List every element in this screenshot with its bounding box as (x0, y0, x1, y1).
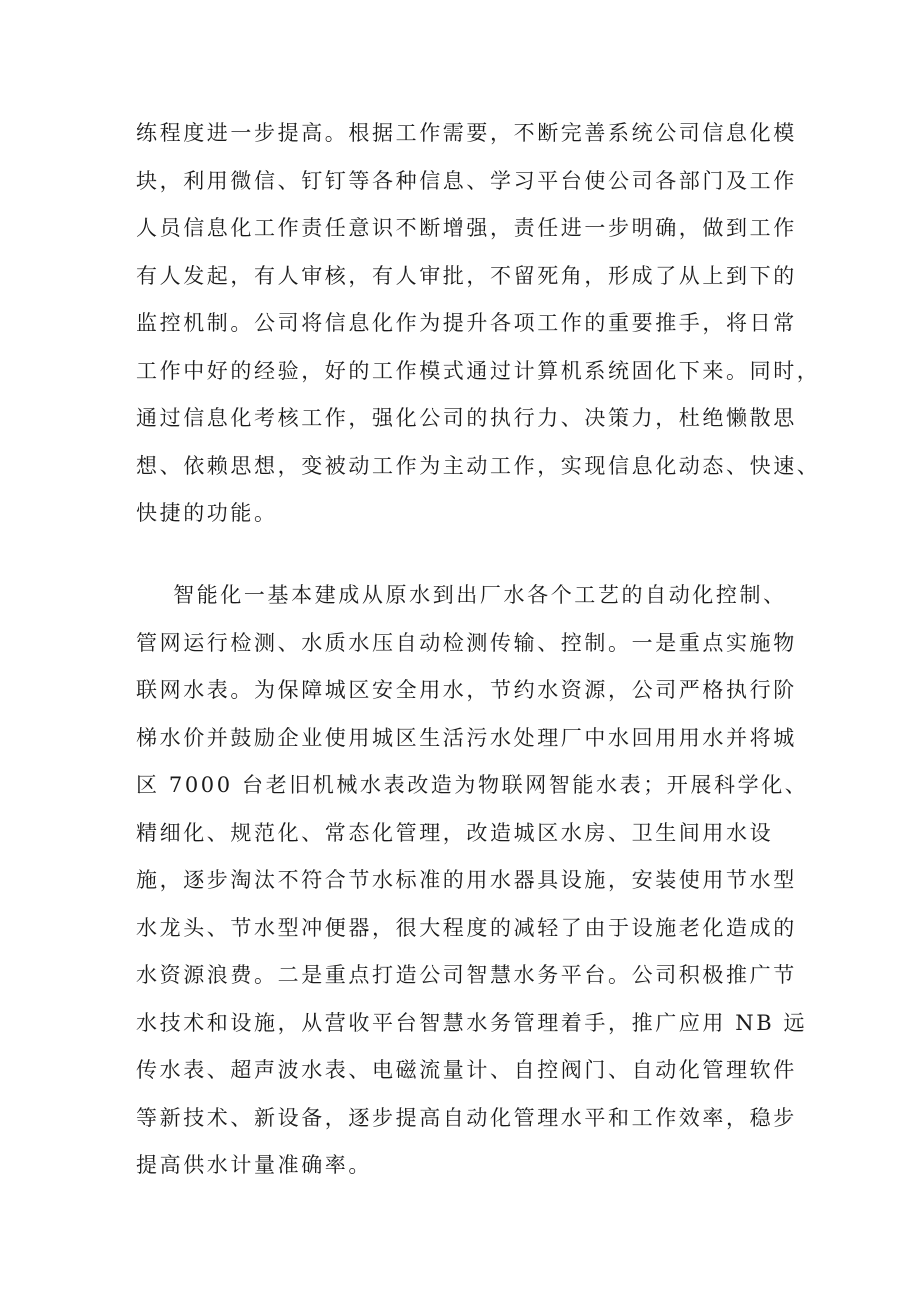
text-line: 智能化一基本建成从原水到出厂水各个工艺的自动化控制、 (136, 583, 787, 607)
text-line: 区 7000 台老旧机械水表改造为物联网智能水表；开展科学化、 (136, 773, 809, 797)
text-line: 提高供水计量准确率。 (136, 1153, 372, 1177)
text-line: 人员信息化工作责任意识不断增强，责任进一步明确，做到工作 (136, 216, 797, 240)
text-line: 练程度进一步提高。根据工作需要，不断完善系统公司信息化模 (136, 121, 797, 145)
paragraph-intelligentization (136, 572, 816, 1190)
text-line: 通过信息化考核工作，强化公司的执行力、决策力，杜绝懒散思 (136, 406, 797, 430)
text-line: 联网水表。为保障城区安全用水，节约水资源，公司严格执行阶 (136, 678, 797, 702)
text-line: 梯水价并鼓励企业使用城区生活污水处理厂中水回用用水并将城 (136, 725, 797, 750)
paragraph-informatization (136, 110, 821, 538)
text-line: 水龙头、节水型冲便器，很大程度的减轻了由于设施老化造成的 (136, 915, 797, 940)
text-line: 快捷的功能。 (136, 501, 278, 525)
text-line: 水资源浪费。二是重点打造公司智慧水务平台。公司积极推广节 (136, 963, 797, 987)
text-line: 管网运行检测、水质水压自动检测传输、控制。一是重点实施物 (136, 630, 797, 655)
text-line: 等新技术、新设备，逐步提高自动化管理水平和工作效率，稳步 (136, 1105, 797, 1130)
text-line: 水技术和设施，从营收平台智慧水务管理着手，推广应用 NB 远 (136, 1010, 808, 1035)
text-line: 块，利用微信、钉钉等各种信息、学习平台使公司各部门及工作 (136, 168, 797, 193)
text-line: 有人发起，有人审核，有人审批，不留死角，形成了从上到下的 (136, 263, 797, 288)
text-line: 传水表、超声波水表、电磁流量计、自控阀门、自动化管理软件 (136, 1058, 797, 1082)
text-line: 精细化、规范化、常态化管理，改造城区水房、卫生间用水设 (136, 820, 774, 845)
text-line: 监控机制。公司将信息化作为提升各项工作的重要推手，将日常 (136, 311, 797, 335)
text-line: 工作中好的经验，好的工作模式通过计算机系统固化下来。同时， (136, 358, 821, 383)
text-line: 施，逐步淘汰不符合节水标准的用水器具设施，安装使用节水型 (136, 868, 797, 892)
text-line: 想、依赖思想，变被动工作为主动工作，实现信息化动态、快速、 (136, 453, 821, 478)
